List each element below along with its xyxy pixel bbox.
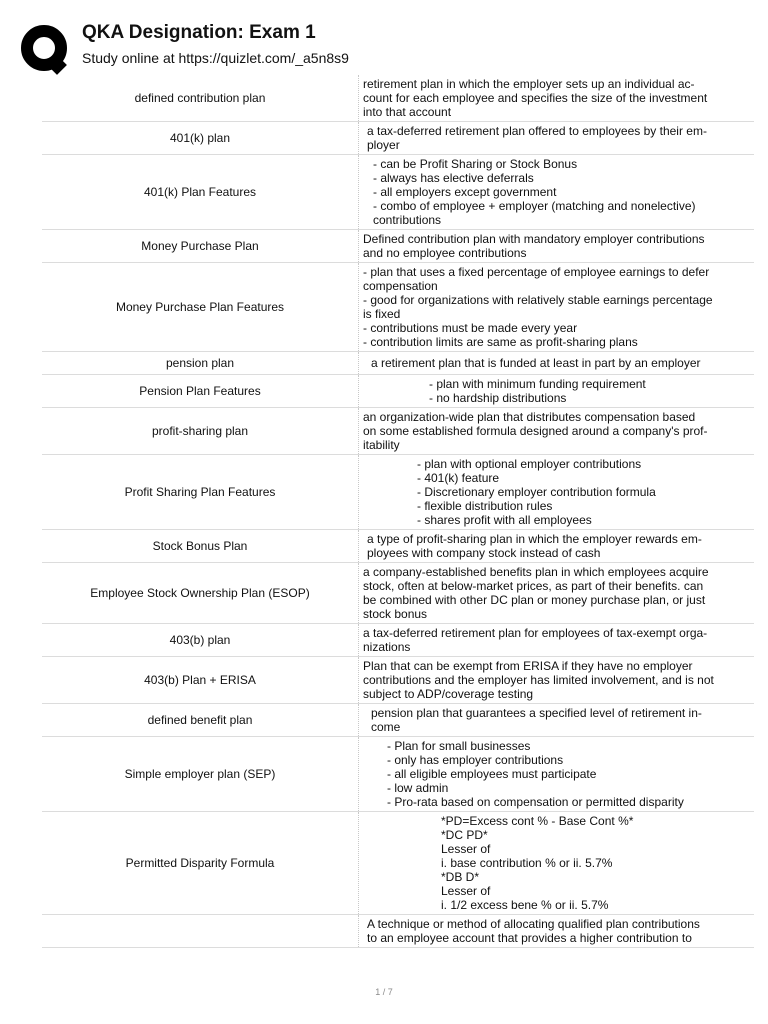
flashcard-row bbox=[42, 737, 754, 812]
term-cell bbox=[42, 915, 358, 947]
definition-line: *DC PD* bbox=[441, 828, 488, 842]
definition-line: - can be Profit Sharing or Stock Bonus bbox=[373, 157, 578, 171]
definition-line: - 401(k) feature bbox=[417, 471, 500, 485]
term-cell: Pension Plan Features bbox=[139, 384, 261, 398]
definition-line: a retirement plan that is funded at least in part by an employer bbox=[371, 356, 701, 370]
term-cell: 401(k) Plan Features bbox=[143, 185, 257, 199]
definition-line: count for each employee and specifies the size of the investment bbox=[363, 91, 708, 105]
definition-line: Plan that can be exempt from ERISA if they have no employer bbox=[363, 659, 693, 673]
definition-cell bbox=[358, 530, 754, 562]
quizlet-logo-icon bbox=[20, 24, 72, 76]
definition-line: - good for organizations with relatively stable earnings percentage bbox=[363, 293, 713, 307]
definition-line: Lesser of bbox=[441, 884, 491, 898]
definition-line: - contributions must be made every year bbox=[363, 321, 578, 335]
term-cell: Employee Stock Ownership Plan (ESOP) bbox=[90, 586, 310, 600]
definition-cell bbox=[358, 704, 754, 736]
definition-line: subject to ADP/coverage testing bbox=[363, 687, 534, 701]
flashcard-row bbox=[42, 230, 754, 263]
definition-line: i. 1/2 excess bene % or ii. 5.7% bbox=[441, 898, 609, 912]
definition-line: a type of profit-sharing plan in which the employer rewards em- bbox=[367, 532, 702, 546]
definition-line: itability bbox=[363, 438, 400, 452]
term-cell: defined benefit plan bbox=[147, 713, 253, 727]
definition-cell bbox=[358, 915, 754, 947]
flashcard-row bbox=[42, 352, 754, 375]
definition-line: - flexible distribution rules bbox=[417, 499, 553, 513]
definition-line: be combined with other DC plan or money purchase plan, or just bbox=[363, 593, 706, 607]
definition-line: - only has employer contributions bbox=[387, 753, 564, 767]
definition-line: - plan with minimum funding requirement bbox=[429, 377, 646, 391]
page-title: QKA Designation: Exam 1 bbox=[82, 22, 316, 43]
definition-cell bbox=[358, 122, 754, 154]
term-cell: profit-sharing plan bbox=[151, 424, 249, 438]
definition-line: into that account bbox=[363, 105, 452, 119]
flashcard-row bbox=[42, 122, 754, 155]
definition-line: stock, often at below-market prices, as part of their benefits. can bbox=[363, 579, 704, 593]
flashcard-row bbox=[42, 263, 754, 352]
definition-line: - plan that uses a fixed percentage of employee earnings to defer bbox=[363, 265, 710, 279]
definition-line: a tax-deferred retirement plan for employees of tax-exempt orga- bbox=[363, 626, 708, 640]
flashcard-row bbox=[42, 915, 754, 948]
definition-line: is fixed bbox=[363, 307, 401, 321]
definition-line: pension plan that guarantees a specified level of retirement in- bbox=[371, 706, 702, 720]
flashcard-row bbox=[42, 812, 754, 915]
page-number: 1 / 7 bbox=[375, 987, 393, 997]
definition-line: come bbox=[371, 720, 401, 734]
definition-line: stock bonus bbox=[363, 607, 428, 621]
flashcard-row bbox=[42, 657, 754, 704]
definition-line: - Discretionary employer contribution formula bbox=[417, 485, 656, 499]
term-cell: Money Purchase Plan bbox=[141, 239, 259, 253]
definition-line: - plan with optional employer contributions bbox=[417, 457, 642, 471]
term-cell: 403(b) Plan + ERISA bbox=[144, 673, 256, 687]
definition-line: Lesser of bbox=[441, 842, 491, 856]
flashcard-row bbox=[42, 75, 754, 122]
definition-cell bbox=[358, 812, 754, 914]
term-cell: Stock Bonus Plan bbox=[152, 539, 248, 553]
definition-line: - Pro-rata based on compensation or permitted disparity bbox=[387, 795, 684, 809]
flashcard-row bbox=[42, 624, 754, 657]
flashcard-row bbox=[42, 530, 754, 563]
term-cell: 403(b) plan bbox=[169, 633, 231, 647]
term-cell: defined contribution plan bbox=[134, 91, 266, 105]
definition-line: a tax-deferred retirement plan offered to employees by their em- bbox=[367, 124, 707, 138]
definition-cell bbox=[358, 352, 754, 374]
definition-line: - all employers except government bbox=[373, 185, 557, 199]
definition-line: Defined contribution plan with mandatory employer contributions bbox=[363, 232, 705, 246]
flashcard-row bbox=[42, 563, 754, 624]
definition-line: ployer bbox=[367, 138, 400, 152]
flashcard-row bbox=[42, 455, 754, 530]
flashcard-row bbox=[42, 704, 754, 737]
definition-line: ployees with company stock instead of cash bbox=[367, 546, 601, 560]
term-cell: 401(k) plan bbox=[169, 131, 231, 145]
definition-cell bbox=[358, 408, 754, 454]
definition-line: - combo of employee + employer (matching and nonelective) bbox=[373, 199, 696, 213]
definition-cell bbox=[358, 455, 754, 529]
definition-line: retirement plan in which the employer sets up an individual ac- bbox=[363, 77, 695, 91]
definition-line: compensation bbox=[363, 279, 438, 293]
term-cell: Permitted Disparity Formula bbox=[125, 856, 275, 870]
definition-cell bbox=[358, 75, 754, 121]
definition-line: - always has elective deferrals bbox=[373, 171, 534, 185]
flashcard-row bbox=[42, 155, 754, 230]
definition-cell bbox=[358, 657, 754, 703]
definition-line: to an employee account that provides a higher contribution to bbox=[367, 931, 692, 945]
flashcard-row bbox=[42, 408, 754, 455]
term-cell: Profit Sharing Plan Features bbox=[124, 485, 276, 499]
definition-line: A technique or method of allocating qualified plan contributions bbox=[367, 917, 700, 931]
definition-line: an organization-wide plan that distributes compensation based bbox=[363, 410, 696, 424]
definition-line: and no employee contributions bbox=[363, 246, 527, 260]
definition-cell bbox=[358, 563, 754, 623]
flashcard-table bbox=[42, 75, 754, 948]
term-cell: pension plan bbox=[165, 356, 235, 370]
definition-line: contributions and the employer has limited involvement, and is not bbox=[363, 673, 714, 687]
definition-cell bbox=[358, 155, 754, 229]
definition-line: - no hardship distributions bbox=[429, 391, 567, 405]
study-link: Study online at https://quizlet.com/_a5n8s9 bbox=[82, 50, 349, 66]
definition-line: *DB D* bbox=[441, 870, 480, 884]
definition-line: - Plan for small businesses bbox=[387, 739, 531, 753]
definition-cell bbox=[358, 263, 754, 351]
definition-line: on some established formula designed around a company's prof- bbox=[363, 424, 708, 438]
definition-line: - shares profit with all employees bbox=[417, 513, 592, 527]
definition-cell bbox=[358, 737, 754, 811]
definition-line: - all eligible employees must participate bbox=[387, 767, 597, 781]
definition-cell bbox=[358, 230, 754, 262]
definition-line: contributions bbox=[373, 213, 442, 227]
page-header bbox=[0, 0, 768, 78]
definition-line: - low admin bbox=[387, 781, 449, 795]
definition-line: *PD=Excess cont % - Base Cont %* bbox=[441, 814, 634, 828]
definition-cell bbox=[358, 375, 754, 407]
definition-cell bbox=[358, 624, 754, 656]
definition-line: i. base contribution % or ii. 5.7% bbox=[441, 856, 613, 870]
definition-line: nizations bbox=[363, 640, 411, 654]
definition-line: a company-established benefits plan in which employees acquire bbox=[363, 565, 709, 579]
flashcard-row bbox=[42, 375, 754, 408]
term-cell: Money Purchase Plan Features bbox=[115, 300, 285, 314]
term-cell: Simple employer plan (SEP) bbox=[124, 767, 276, 781]
definition-line: - contribution limits are same as profit-sharing plans bbox=[363, 335, 638, 349]
